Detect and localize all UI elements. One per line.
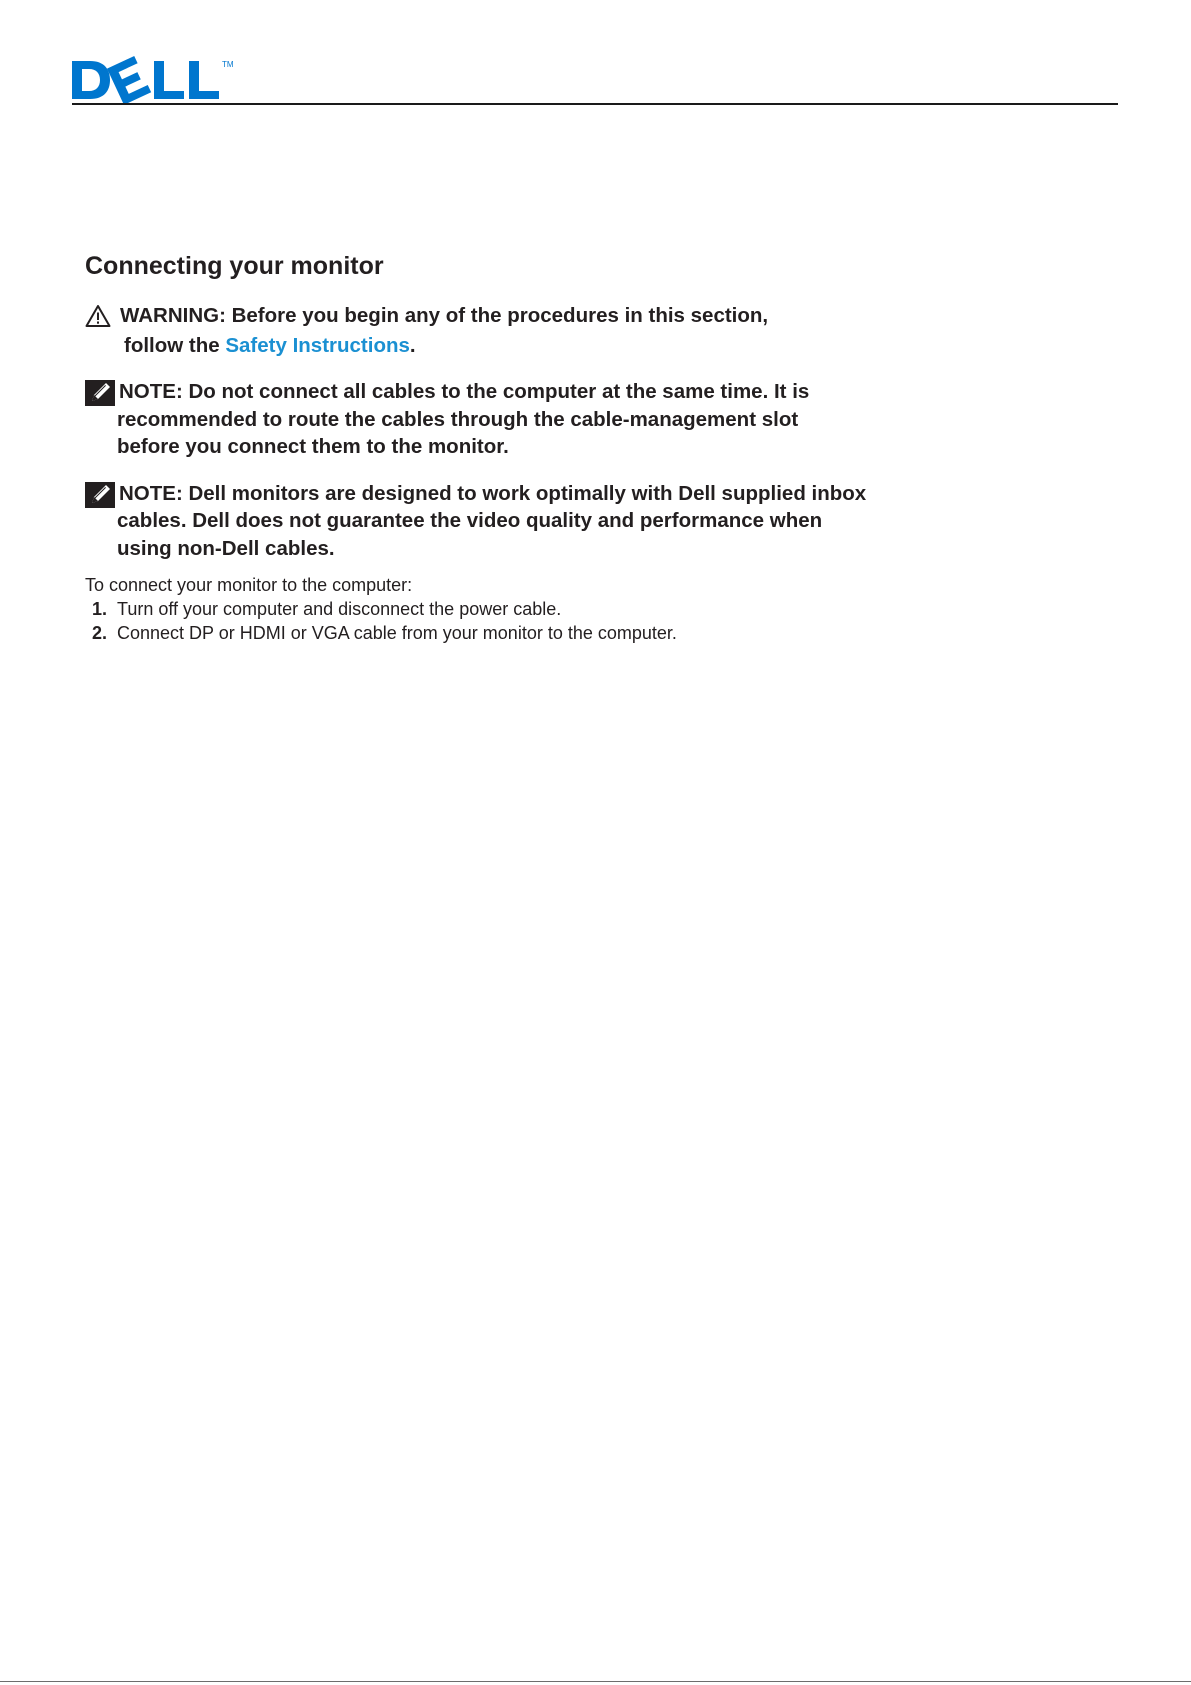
footer-divider [0,1681,1191,1682]
warning-triangle-icon [85,304,115,330]
step-text: Connect DP or HDMI or VGA cable from your monitor to the computer. [117,623,677,643]
list-item [85,621,1085,645]
warning-callout [85,302,1085,359]
trademark-symbol: TM [222,60,234,69]
dell-logo [72,55,242,103]
procedure-intro: To connect your monitor to the computer: [85,575,413,595]
note-pencil-icon [85,380,115,406]
note-line: recommended to route the cables through the cable-management slot [117,407,799,431]
note-line: before you connect them to the monitor. [117,435,509,458]
note-callout [85,480,1085,563]
warning-prefix: follow the [124,333,226,357]
content-area [85,250,1085,645]
note-pencil-icon [85,482,115,508]
note-line: cables. Dell does not guarantee the video quality and performance when [117,509,823,532]
note-line: NOTE: Do not connect all cables to the computer at the same time. It is [119,380,810,403]
list-item [85,597,1085,621]
note-line: using non-Dell cables. [117,536,335,560]
page-title: Connecting your monitor [85,252,384,280]
warning-suffix: . [409,333,416,357]
safety-instructions-link[interactable]: Safety Instructions [225,333,410,357]
step-number: 1. [92,599,108,619]
procedure-steps [85,597,1085,645]
note-line: NOTE: Dell monitors are designed to work optimally with Dell supplied inbox [119,481,867,505]
dell-logo-mark [72,55,242,103]
step-text: Turn off your computer and disconnect the power cable. [117,599,562,619]
note-callout [85,378,1085,461]
header-divider [72,103,1118,105]
warning-text-line2 [120,332,1085,360]
step-number: 2. [92,623,108,643]
warning-text-line1: WARNING: Before you begin any of the procedures in this section, [120,304,769,327]
